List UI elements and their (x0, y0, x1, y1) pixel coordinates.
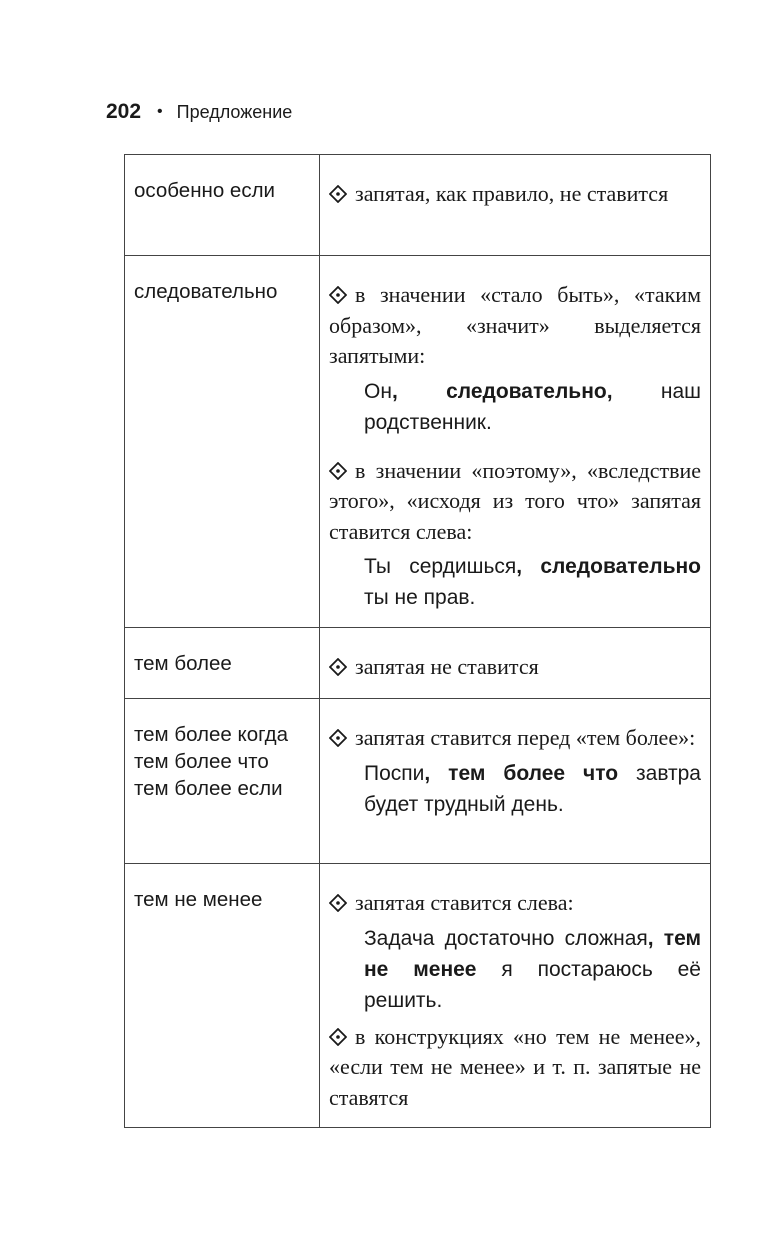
term-text: тем более (134, 652, 232, 675)
rule-text: в значении «стало быть», «таким образом», «значит» выделяется запятыми: (329, 282, 701, 368)
term-text: тем более когда (134, 723, 289, 746)
rule-text: запятая, как правило, не ставится (329, 179, 701, 210)
term-cell (125, 699, 320, 864)
page-number: 202 (106, 100, 142, 123)
section-title: Предложение (176, 101, 293, 122)
table-row (125, 256, 711, 628)
rule-text: в значении «поэтому», «вследствие этого», «исходя из того что» запятая ставится слева: (329, 457, 701, 544)
page-header (106, 98, 292, 126)
rule-cell (320, 864, 711, 1128)
rule-cell (320, 155, 711, 256)
example-text: Поспи, тем более что завтра будет трудный день. (364, 761, 701, 816)
term-cell (125, 628, 320, 699)
rule-cell (320, 628, 711, 699)
term-text: следовательно (134, 280, 278, 303)
term-cell (125, 155, 320, 256)
table-row (125, 628, 711, 699)
rule-text: в конструкциях «но тем не менее», «если тем не менее» и т. п. запятые не ставятся (329, 1023, 701, 1110)
diamond-bullet-icon (329, 462, 347, 480)
diamond-bullet-icon (329, 729, 347, 747)
punctuation-table (124, 154, 711, 1128)
example-text: Задача достаточно сложная, тем не менее я постараюсь её решить. (364, 926, 702, 1012)
term-text: тем не менее (134, 888, 263, 911)
table-row (125, 155, 711, 256)
diamond-bullet-icon (329, 894, 347, 912)
diamond-bullet-icon (329, 1028, 347, 1046)
rule-text: запятая ставится перед «тем более»: (329, 723, 701, 754)
table-row (125, 864, 711, 1128)
rule-text: запятая ставится слева: (329, 888, 701, 919)
term-cell (125, 256, 320, 628)
term-text: тем более если (134, 777, 283, 800)
table-row (125, 699, 711, 864)
diamond-bullet-icon (329, 658, 347, 676)
term-text: тем более что (134, 750, 269, 773)
example-text: Он, следовательно, наш родственник. (364, 379, 701, 434)
term-text: особенно если (134, 179, 275, 202)
diamond-bullet-icon (329, 185, 347, 203)
rule-text: запятая не ставится (329, 652, 701, 683)
term-cell (125, 864, 320, 1128)
rule-cell (320, 699, 711, 864)
example-text: Ты сердишься, следовательно ты не прав. (364, 555, 701, 609)
diamond-bullet-icon (329, 286, 347, 304)
rule-cell (320, 256, 711, 628)
header-bullet: • (157, 103, 163, 120)
